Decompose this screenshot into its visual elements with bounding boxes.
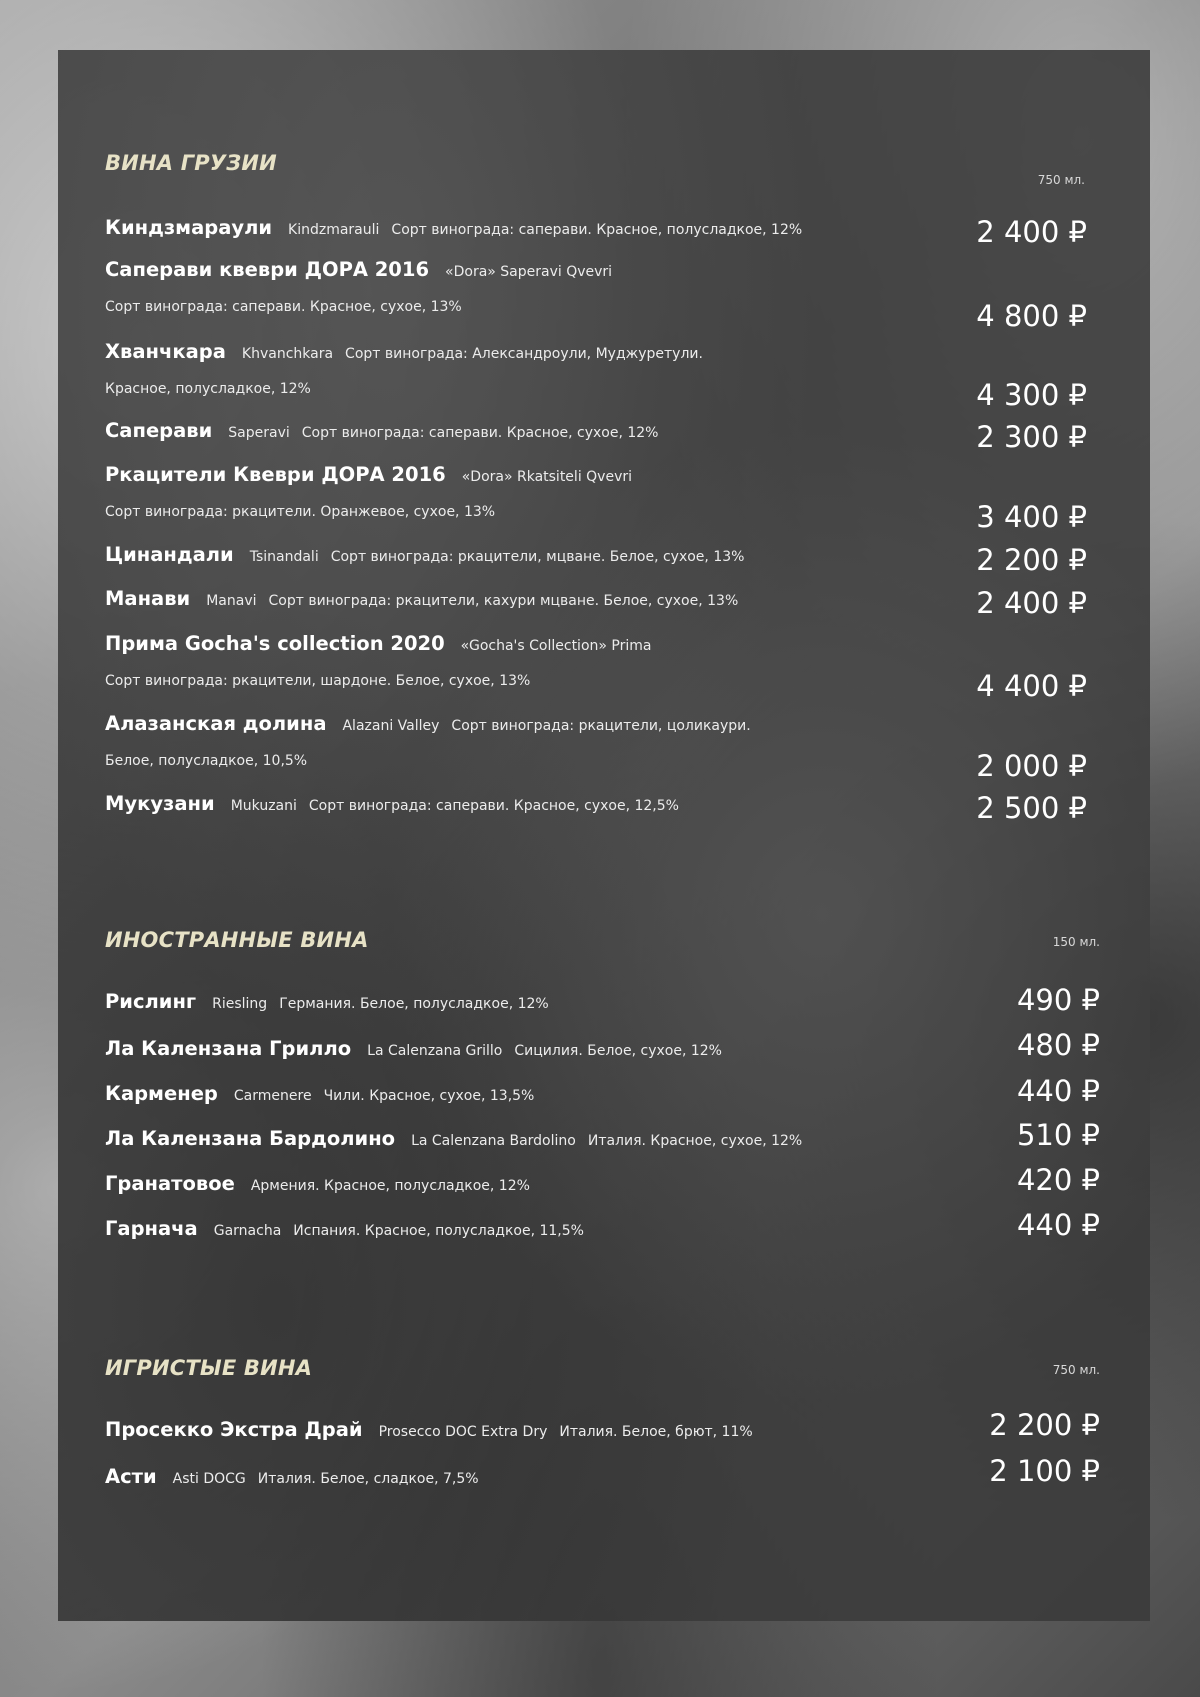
item-original-name: Tsinandali [249,549,319,565]
item-name: Ркацители Квеври ДОРА 2016 [105,463,446,486]
item-name: Саперави квеври ДОРА 2016 [105,258,430,281]
item-original-name: Garnacha [213,1223,282,1239]
item-price: 4 800 ₽ [976,299,1087,333]
section-title-georgian-wines: ВИНА ГРУЗИИ [105,151,277,175]
item-name: Рислинг [105,990,197,1013]
item-description: Сорт винограда: ркацители, шардоне. Белое, сухое, 13% [105,673,531,689]
menu-item-tsinandali [105,537,744,573]
item-price: 2 100 ₽ [989,1454,1100,1488]
section-volume-georgian-wines: 750 мл. [1037,173,1085,187]
item-original-name: Carmenere [233,1088,312,1104]
item-description: Сорт винограда: ркацители, кахури мцване. Белое, сухое, 13% [268,593,739,609]
item-price: 440 ₽ [1016,1074,1100,1108]
item-description-cont: Красное, полусладкое, 12% [105,381,311,397]
item-original-name: Alazani Valley [342,718,440,734]
item-price: 4 300 ₽ [976,378,1087,412]
item-original-name: Asti DOCG [172,1471,246,1487]
item-price: 2 400 ₽ [976,586,1087,620]
item-name: Гранатовое [105,1172,235,1195]
item-name: Киндзмараули [105,216,273,239]
item-description: Сорт винограда: ркацители, цоликаури. [451,718,751,734]
menu-item-riesling [105,984,549,1020]
item-original-name: Manavi [206,593,257,609]
item-description: Чили. Красное, сухое, 13,5% [323,1088,535,1104]
item-original-name: Kindzmarauli [288,222,380,238]
item-name: Ла Калензана Бардолино [105,1127,396,1150]
item-name: Саперави [105,419,213,442]
item-description: Сорт винограда: саперави. Красное, сухое, 12% [301,425,659,441]
item-price: 440 ₽ [1016,1208,1100,1242]
item-original-name: «Dora» Saperavi Qvevri [445,264,613,280]
item-original-name: La Calenzana Grillo [367,1043,503,1059]
item-price: 4 400 ₽ [976,669,1087,703]
item-price: 2 500 ₽ [976,791,1087,825]
menu-item-granatovoe [105,1166,530,1202]
item-name: Мукузани [105,792,215,815]
menu-item-carmenere [105,1076,534,1112]
item-price: 2 000 ₽ [976,749,1087,783]
item-description: Италия. Белое, брют, 11% [559,1424,753,1440]
item-original-name: Riesling [212,996,268,1012]
item-description: Италия. Белое, сладкое, 7,5% [257,1471,479,1487]
item-price: 2 200 ₽ [976,543,1087,577]
item-name: Цинандали [105,543,234,566]
menu-item-rkatsiteli-qvevri-dora [105,457,644,529]
item-description: Армения. Красное, полусладкое, 12% [250,1178,530,1194]
menu-item-saperavi-qvevri-dora [105,252,624,324]
section-volume-sparkling-wines: 750 мл. [1052,1363,1100,1377]
item-original-name: Saperavi [228,425,290,441]
item-price: 2 300 ₽ [976,420,1087,454]
item-price: 2 200 ₽ [989,1408,1100,1442]
section-title-sparkling-wines: ИГРИСТЫЕ ВИНА [105,1356,313,1380]
menu-item-khvanchkara [105,334,703,406]
item-original-name: Khvanchkara [241,346,334,362]
item-description: Италия. Красное, сухое, 12% [587,1133,803,1149]
item-price: 480 ₽ [1016,1028,1100,1062]
item-description: Германия. Белое, полусладкое, 12% [279,996,549,1012]
item-name: Прима Gocha's collection 2020 [105,632,445,655]
item-price: 510 ₽ [1016,1118,1100,1152]
section-title-foreign-wines: ИНОСТРАННЫЕ ВИНА [105,928,369,952]
menu-item-saperavi [105,413,659,449]
item-name: Алазанская долина [105,712,327,735]
item-name: Асти [105,1465,157,1488]
menu-item-kindzmarauli [105,210,802,246]
menu-item-garnacha [105,1211,584,1247]
item-description: Сорт винограда: Александроули, Муджуретули. [345,346,703,362]
item-price: 490 ₽ [1016,983,1100,1017]
item-name: Просекко Экстра Драй [105,1418,363,1441]
item-description: Сорт винограда: саперави. Красное, сухое, 12,5% [308,798,679,814]
item-description: Сорт винограда: саперави. Красное, полусладкое, 12% [391,222,803,238]
item-name: Ла Калензана Грилло [105,1037,352,1060]
item-description: Сорт винограда: саперави. Красное, сухое, 13% [105,299,462,315]
menu-item-asti [105,1459,479,1495]
menu-item-alazani-valley [105,706,751,778]
menu-item-la-calenzana-bardolino [105,1121,802,1157]
item-price: 420 ₽ [1016,1163,1100,1197]
item-name: Хванчкара [105,340,226,363]
menu-item-mukuzani [105,786,679,822]
menu-item-manavi [105,581,738,617]
item-original-name: Mukuzani [230,798,297,814]
item-original-name: La Calenzana Bardolino [411,1133,576,1149]
item-original-name: «Gocha's Collection» Prima [460,638,652,654]
item-original-name: «Dora» Rkatsiteli Qvevri [461,469,633,485]
item-price: 3 400 ₽ [976,500,1087,534]
item-description: Сорт винограда: ркацители. Оранжевое, сухое, 13% [105,504,496,520]
item-description: Испания. Красное, полусладкое, 11,5% [293,1223,584,1239]
item-name: Карменер [105,1082,218,1105]
item-description-cont: Белое, полусладкое, 10,5% [105,753,308,769]
item-description: Сорт винограда: ркацители, мцване. Белое, сухое, 13% [330,549,745,565]
menu-item-la-calenzana-grillo [105,1031,722,1067]
item-price: 2 400 ₽ [976,215,1087,249]
menu-item-prosecco-extra-dry [105,1412,753,1448]
item-name: Манави [105,587,191,610]
menu-item-prima-gochas-collection [105,626,663,698]
item-name: Гарнача [105,1217,198,1240]
section-volume-foreign-wines: 150 мл. [1052,935,1100,949]
item-description: Сицилия. Белое, сухое, 12% [514,1043,722,1059]
item-original-name: Prosecco DOC Extra Dry [378,1424,548,1440]
